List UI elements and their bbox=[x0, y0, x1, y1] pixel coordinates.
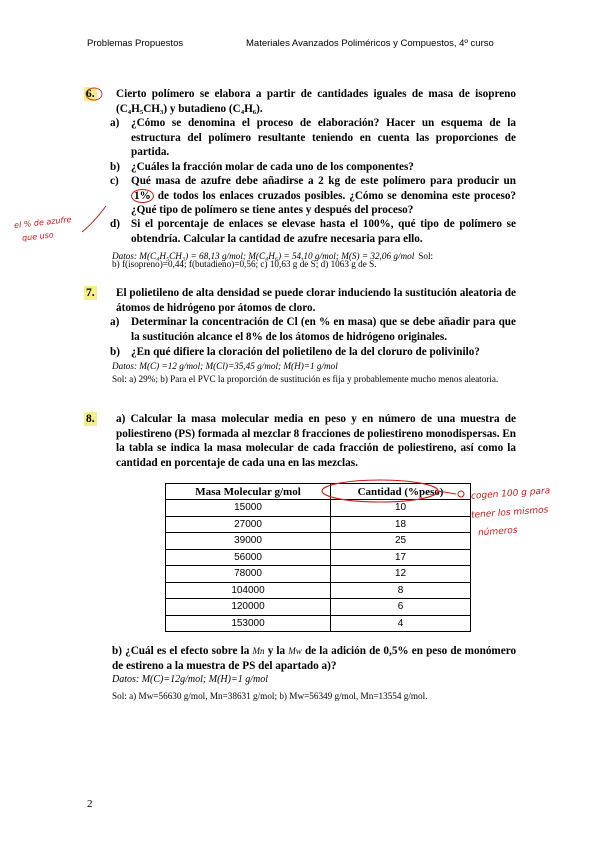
problem-6-datos: Datos: M(C₄H₅CH₃) = 68,13 g/mol; M(C₄H₆) = 54,10 g/mol; M(S) = 32,06 g/mol bbox=[112, 251, 415, 261]
cell-amount: 18 bbox=[331, 516, 471, 533]
cell-mass: 120000 bbox=[166, 599, 331, 616]
problem-7-b-text: ¿En qué difiere la cloración del polietileno de la del cloruro de polivinilo? bbox=[131, 346, 480, 358]
column-header-mass: Masa Molecular g/mol bbox=[166, 484, 331, 500]
header-circle-icon bbox=[322, 480, 438, 502]
problem-6-c-text-1: Qué masa de azufre debe añadirse a 2 kg de este polímero para producir un bbox=[131, 175, 516, 187]
problem-6-c-text-2: de todos los enlaces cruzados posibles. ¿Cómo se denomina este proceso? ¿Qué tipo de polímero se tiene antes y después del proceso? bbox=[131, 189, 517, 216]
column-header-amount: Cantidad (%peso) bbox=[331, 484, 471, 500]
problem-8-b-and: y la bbox=[267, 645, 286, 657]
cell-mass: 104000 bbox=[166, 582, 331, 599]
problem-7-datos: Datos: M(C) =12 g/mol; M(Cl)=35,45 g/mol; M(H)=1 g/mol bbox=[112, 361, 338, 371]
mn-symbol: Mn bbox=[252, 646, 265, 656]
problem-7-a-label: a) bbox=[110, 316, 120, 328]
cell-mass: 39000 bbox=[166, 533, 331, 550]
right-handwritten-note-1: cogen 100 g para bbox=[470, 486, 551, 502]
cell-amount: 6 bbox=[331, 599, 471, 616]
problem-6-intro: Cierto polímero se elabora a partir de cantidades iguales de masa de isopreno (C₄H₅CH₃) y butadieno (C₄H₆). bbox=[116, 88, 516, 115]
problem-6-b-label: b) bbox=[110, 161, 120, 173]
problem-6-d-label: d) bbox=[110, 218, 120, 230]
problem-8-b-label: b) bbox=[112, 645, 122, 657]
cell-amount: 4 bbox=[331, 615, 471, 632]
problem-6-solution: b) f(isopreno)=0,44; f(butadieno)=0,56; c) 10,63 g de S; d) 1063 g de S. bbox=[112, 259, 377, 269]
right-handwritten-note-3: números bbox=[477, 525, 518, 539]
problem-6-mark-icon bbox=[86, 88, 102, 100]
cell-mass: 27000 bbox=[166, 516, 331, 533]
cell-amount: 12 bbox=[331, 566, 471, 583]
problem-7-b-label: b) bbox=[110, 346, 120, 358]
circled-percentage: 1% bbox=[131, 189, 154, 203]
problem-7-intro: El polietileno de alta densidad se puede clorar induciendo la sustitución aleatoria de átomos de hidrógeno por átomos de cloro. bbox=[116, 287, 516, 314]
problem-6-b-text: ¿Cuáles la fracción molar de cada uno de los componentes? bbox=[131, 161, 414, 173]
cell-amount: 17 bbox=[331, 549, 471, 566]
annotation-arrow-icon bbox=[82, 206, 106, 232]
problem-6-number: 6. bbox=[86, 88, 95, 100]
problem-8-b-text-1: ¿Cuál es el efecto sobre la bbox=[125, 645, 250, 657]
cell-amount: 8 bbox=[331, 582, 471, 599]
problem-8-b-text-2: de la adición de 0,5% en peso de monómero de estireno a la muestra de PS del apartado a)? bbox=[112, 645, 517, 672]
problem-8-a-text: a) Calcular la masa molecular media en peso y en número de una muestra de poliestireno (PS) formada al mezclar 8 fracciones de poliestireno monodispersas. En la tabla se indica la masa molecular de cada fracción de poliestireno, así como la cantidad en porcentaje de cada una en las mezclas. bbox=[116, 413, 516, 469]
problem-8-number: 8. bbox=[86, 413, 95, 425]
cell-mass: 15000 bbox=[166, 500, 331, 517]
problem-8-solution: Sol: a) Mw=56630 g/mol, Mn=38631 g/mol; b) Mw=56349 g/mol, Mn=13554 g/mol. bbox=[112, 691, 428, 701]
problem-6-a-text: ¿Cómo se denomina el proceso de elaboración? Hacer un esquema de la estructura del polímero resultante teniendo en cuenta las proporciones de partida. bbox=[131, 117, 516, 158]
cell-mass: 78000 bbox=[166, 566, 331, 583]
left-handwritten-note-1: el % de azufre bbox=[13, 215, 72, 230]
problem-7-number: 7. bbox=[86, 287, 95, 299]
header-right: Materiales Avanzados Poliméricos y Compuestos, 4º curso bbox=[246, 38, 494, 49]
header-left: Problemas Propuestos bbox=[87, 38, 184, 49]
right-annotation-dot-icon bbox=[458, 491, 464, 497]
problem-8-datos: Datos: M(C)=12g/mol; M(H)=1 g/mol bbox=[112, 674, 268, 685]
problem-6-d-text: Si el porcentaje de enlaces se elevase hasta el 100%, qué tipo de polímero se obtendría. Calcular la cantidad de azufre necesaria para ello. bbox=[131, 218, 516, 245]
problem-6-c-label: c) bbox=[110, 175, 119, 187]
right-handwritten-note-2: tener los mismos bbox=[470, 505, 549, 521]
cell-amount: 25 bbox=[331, 533, 471, 550]
cell-mass: 153000 bbox=[166, 615, 331, 632]
problem-6-a-label: a) bbox=[110, 117, 120, 129]
cell-amount: 10 bbox=[331, 500, 471, 517]
problem-7-a-text: Determinar la concentración de Cl (en % en masa) que se debe añadir para que la sustitución alcance el 8% de los átomos de hidrógeno originales. bbox=[131, 316, 516, 343]
problem-7-solution: Sol: a) 29%; b) Para el PVC la proporción de sustitución es fija y probablemente mucho menos aleatoria. bbox=[112, 374, 499, 384]
page-number: 2 bbox=[87, 798, 93, 810]
problem-6-sol-label: Sol: bbox=[418, 251, 434, 261]
cell-mass: 56000 bbox=[166, 549, 331, 566]
right-annotation-line-icon bbox=[438, 491, 456, 494]
mw-symbol: Mw bbox=[288, 646, 302, 656]
left-handwritten-note-2: que uso bbox=[21, 230, 55, 243]
